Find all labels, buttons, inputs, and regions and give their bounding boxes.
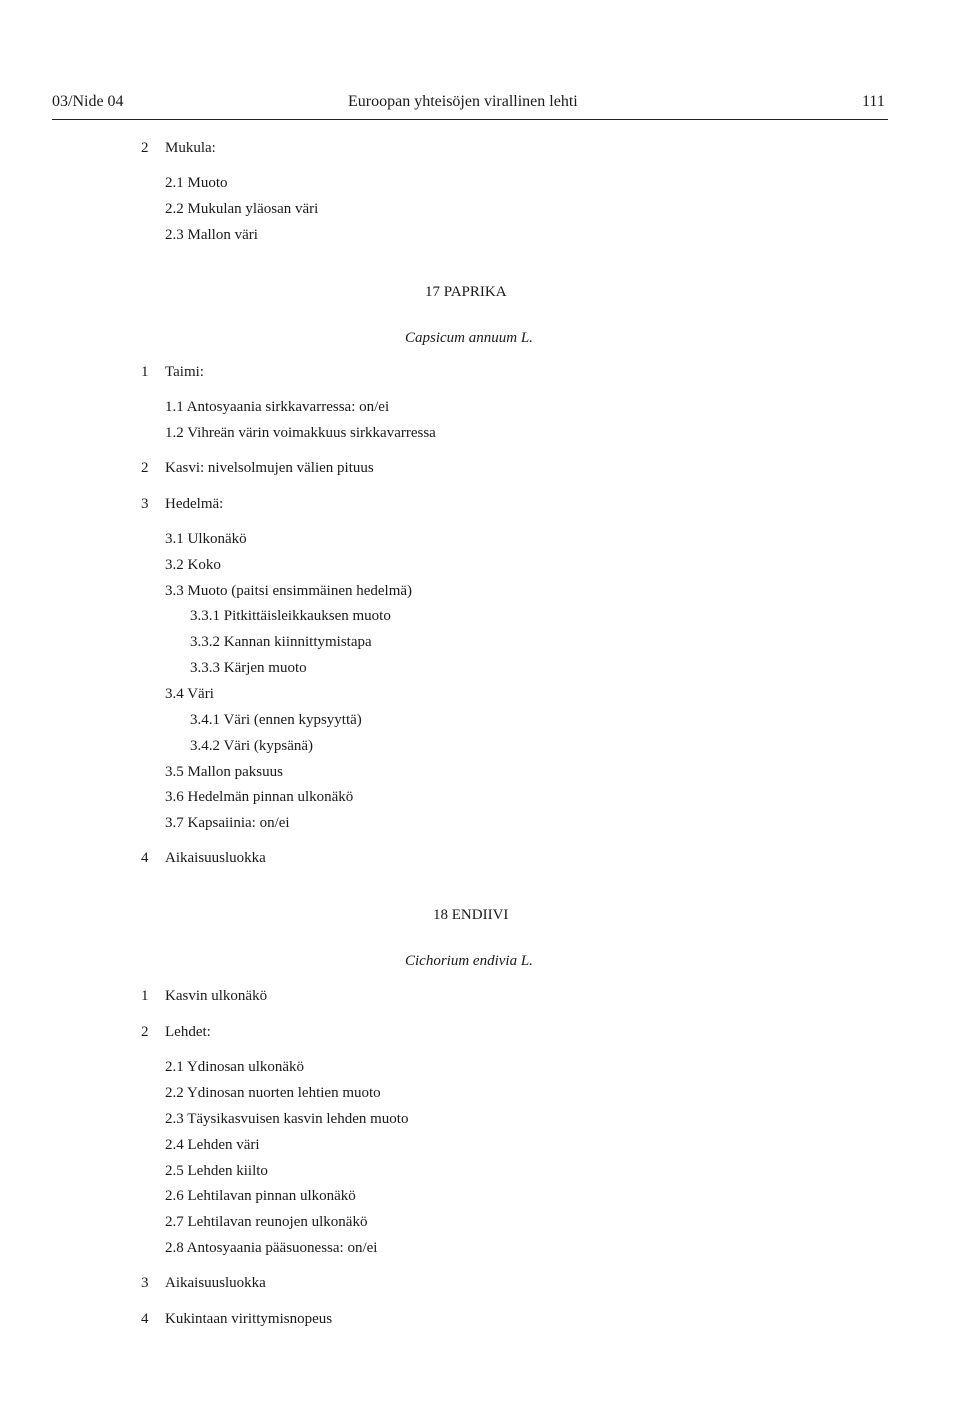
item-text: 2.8 Antosyaania pääsuonessa: on/ei	[165, 1240, 378, 1256]
item-text: 2.3 Mallon väri	[165, 227, 258, 243]
item-text: 2.7 Lehtilavan reunojen ulkonäkö	[165, 1214, 368, 1230]
item-number: 2	[141, 1024, 149, 1040]
item-number: 4	[141, 1311, 149, 1327]
item-text: 3.1 Ulkonäkö	[165, 531, 247, 547]
item-text: 3.3 Muoto (paitsi ensimmäinen hedelmä)	[165, 583, 413, 599]
item-number: 1	[141, 988, 149, 1004]
item-text: Aikaisuusluokka	[165, 850, 266, 866]
journal-title: Euroopan yhteisöjen virallinen lehti	[348, 93, 578, 110]
item-text: Taimi:	[165, 364, 204, 380]
item-text: Mukula:	[165, 140, 216, 156]
item-text: 2.6 Lehtilavan pinnan ulkonäkö	[165, 1188, 356, 1204]
volume-label: 03/Nide 04	[52, 93, 124, 110]
item-text: 3.5 Mallon paksuus	[165, 764, 283, 780]
section-title: 18 ENDIIVI	[433, 907, 509, 923]
item-text: 3.3.2 Kannan kiinnittymistapa	[190, 634, 372, 650]
item-number: 1	[141, 364, 149, 380]
page-number: 111	[862, 93, 885, 110]
item-text: 2.2 Ydinosan nuorten lehtien muoto	[165, 1085, 381, 1101]
item-text: Kukintaan virittymisnopeus	[165, 1311, 333, 1327]
item-text: 2.3 Täysikasvuisen kasvin lehden muoto	[165, 1111, 409, 1127]
item-number: 2	[141, 140, 149, 156]
item-number: 3	[141, 496, 149, 512]
item-text: 3.3.3 Kärjen muoto	[190, 660, 307, 676]
item-number: 2	[141, 460, 149, 476]
section-title: 17 PAPRIKA	[425, 284, 507, 300]
item-text: 2.4 Lehden väri	[165, 1137, 260, 1153]
item-text: Aikaisuusluokka	[165, 1275, 266, 1291]
item-text: 2.2 Mukulan yläosan väri	[165, 201, 319, 217]
item-text: 3.6 Hedelmän pinnan ulkonäkö	[165, 789, 354, 805]
item-number: 4	[141, 850, 149, 866]
item-text: 1.2 Vihreän värin voimakkuus sirkkavarressa	[165, 425, 436, 441]
item-text: 3.4.2 Väri (kypsänä)	[190, 738, 314, 754]
item-text: Hedelmä:	[165, 496, 224, 512]
item-text: 3.4.1 Väri (ennen kypsyyttä)	[190, 712, 362, 728]
species-name: Cichorium endivia L.	[405, 953, 533, 969]
item-text: Kasvin ulkonäkö	[165, 988, 268, 1004]
item-number: 3	[141, 1275, 149, 1291]
header-rule	[52, 119, 888, 120]
species-name: Capsicum annuum L.	[405, 330, 533, 346]
item-text: 2.1 Muoto	[165, 175, 228, 191]
item-text: 2.1 Ydinosan ulkonäkö	[165, 1059, 305, 1075]
item-text: 1.1 Antosyaania sirkkavarressa: on/ei	[165, 399, 390, 415]
item-text: 3.4 Väri	[165, 686, 214, 702]
item-text: 3.2 Koko	[165, 557, 221, 573]
item-text: 3.7 Kapsaiinia: on/ei	[165, 815, 290, 831]
item-text: Kasvi: nivelsolmujen välien pituus	[165, 460, 374, 476]
item-text: 3.3.1 Pitkittäisleikkauksen muoto	[190, 608, 391, 624]
item-text: 2.5 Lehden kiilto	[165, 1163, 268, 1179]
item-text: Lehdet:	[165, 1024, 211, 1040]
